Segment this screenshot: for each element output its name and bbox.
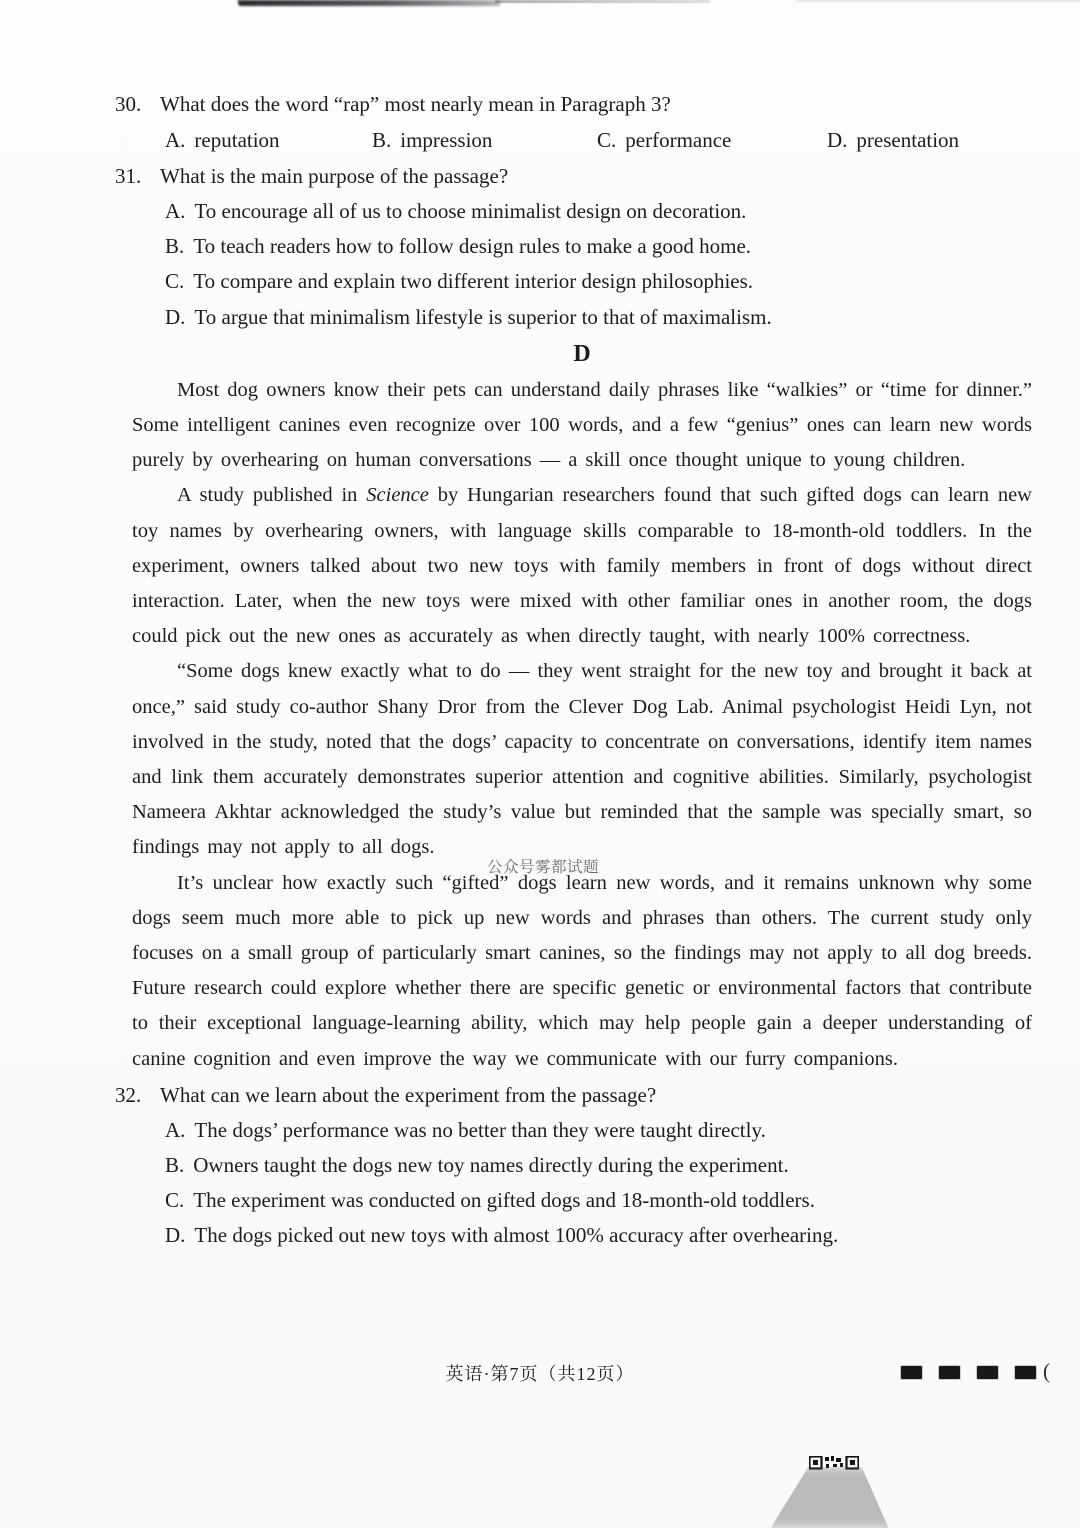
option-label: C. <box>165 269 185 294</box>
registration-mark-icon <box>1015 1366 1036 1379</box>
passage-paragraph: A study published in Science by Hungarian researchers found that such gifted dogs can learn new toy names by overhearing owners, with language skills comparable to 18-month-old toddlers. In the experiment, owners talked about two new toys with family members in front of dogs without direct interaction. Later, when the new toys were mixed with other familiar ones in another room, the dogs could pick out the new ones as accurately as when directly taught, with nearly 100% correctness. <box>132 484 1032 648</box>
option-label: D. <box>827 128 848 152</box>
question-30-stem <box>115 86 1032 122</box>
option-b <box>165 1148 1032 1183</box>
option-text: To compare and explain two different interior design philosophies. <box>193 269 754 294</box>
option-a <box>165 194 1032 229</box>
option-d <box>827 122 959 158</box>
option-text: To encourage all of us to choose minimalist design on decoration. <box>194 199 747 223</box>
question-number: 31. <box>115 164 142 188</box>
registration-mark-icon <box>901 1366 922 1379</box>
question-number: 30. <box>115 92 142 116</box>
scan-edge-artifact <box>795 0 1080 2</box>
option-label: A. <box>165 199 186 223</box>
option-text: The experiment was conducted on gifted dogs and 18-month-old toddlers. <box>193 1188 815 1213</box>
option-a <box>165 122 280 158</box>
option-b <box>165 229 1032 264</box>
option-d <box>165 1218 1032 1253</box>
option-c <box>165 264 1032 299</box>
watermark-text: 公众号雾都试题 <box>487 859 600 876</box>
option-b <box>372 122 492 158</box>
scan-edge-artifact <box>238 0 500 6</box>
registration-mark-icon <box>977 1366 998 1379</box>
option-text: presentation <box>856 128 960 152</box>
passage-section-letter: D <box>573 340 591 367</box>
option-label: C. <box>597 128 617 152</box>
option-text: reputation <box>194 128 280 152</box>
option-label: B. <box>165 1153 185 1178</box>
option-label: A. <box>165 1117 186 1142</box>
option-c <box>165 1183 1032 1218</box>
option-label: D. <box>165 1223 186 1248</box>
option-label: D. <box>165 304 186 329</box>
page-footer-label: 英语·第7页（共12页） <box>445 1364 635 1384</box>
option-text: performance <box>625 128 732 152</box>
passage-paragraph: It’s unclear how exactly such “gifted” dogs learn new words, and it remains unknown why some dogs seem much more able to pick up new words and phrases than others. The current study only focuses on a small group of particularly smart canines, so the findings may not apply to all dog breeds. Future research could explore whether there are specific genetic or environmental factors that contribute to their exceptional language-learning ability, which may help people gain a deeper understanding of canine cognition and even improve the way we communicate with our furry companions. <box>132 871 1032 1070</box>
option-d <box>165 300 1032 335</box>
question-stem-text: What does the word “rap” most nearly mean in Paragraph 3? <box>160 92 671 116</box>
option-text: To argue that minimalism lifestyle is superior to that of maximalism. <box>194 304 772 329</box>
option-c <box>597 122 731 158</box>
question-30-options <box>132 122 1032 158</box>
question-32-stem <box>115 1077 1032 1113</box>
option-text: Owners taught the dogs new toy names directly during the experiment. <box>193 1153 789 1178</box>
option-label: A. <box>165 128 186 152</box>
option-text: To teach readers how to follow design rules to make a good home. <box>193 234 752 259</box>
option-label: B. <box>372 128 392 152</box>
passage-paragraph: Most dog owners know their pets can understand daily phrases like “walkies” or “time for dinner.” Some intelligent canines even recognize over 100 words, and a few “genius” ones can learn new words purely by overhearing on human conversations — a skill once thought unique to young children. <box>132 378 1032 472</box>
scan-smear-artifact <box>768 1467 902 1528</box>
question-31-stem <box>115 158 1032 194</box>
option-text: impression <box>400 128 493 152</box>
page-edge-mark: ( <box>1043 1359 1050 1383</box>
scan-edge-artifact <box>495 0 710 3</box>
option-label: B. <box>165 234 185 259</box>
passage-paragraph: “Some dogs knew exactly what to do — they went straight for the new toy and brought it back at once,” said study co-author Shany Dror from the Clever Dog Lab. Animal psychologist Heidi Lyn, not involved in the study, noted that the dogs’ capacity to concentrate on conversations, identify item names and link them accurately demonstrates superior attention and cognitive abilities. Similarly, psychologist Nameera Akhtar acknowledged the study’s value but reminded that the sample was specially smart, so findings may not apply to all dogs. <box>132 660 1032 859</box>
option-a <box>165 1113 1032 1148</box>
registration-mark-icon <box>939 1366 960 1379</box>
option-label: C. <box>165 1188 185 1213</box>
question-number: 32. <box>115 1082 142 1107</box>
question-stem-text: What can we learn about the experiment from the passage? <box>160 1082 657 1107</box>
print-registration-marks <box>901 1366 1036 1379</box>
option-text: The dogs picked out new toys with almost 100% accuracy after overhearing. <box>194 1223 839 1248</box>
question-stem-text: What is the main purpose of the passage? <box>160 164 509 188</box>
page-content <box>115 86 1032 1254</box>
option-text: The dogs’ performance was no better than they were taught directly. <box>194 1117 766 1142</box>
